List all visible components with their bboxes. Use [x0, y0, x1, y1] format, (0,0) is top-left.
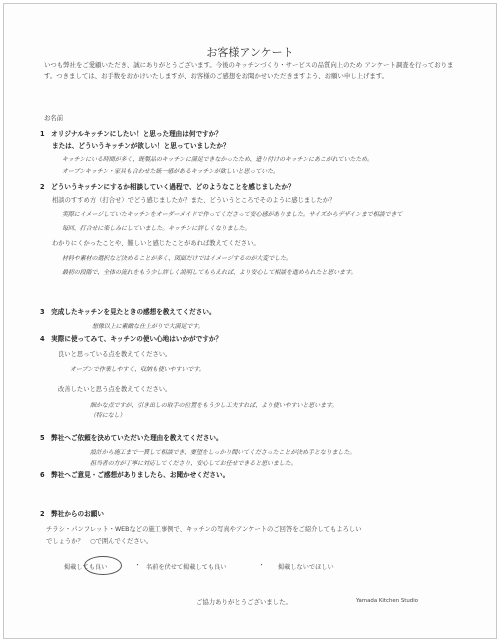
- company-name: Yamada Kitchen Studio: [356, 598, 418, 604]
- question-4-title: 4 実際に使ってみて、キッチンの使い心地はいかがですか？: [40, 335, 223, 343]
- option-do-not-publish[interactable]: 掲載しないでほしい: [278, 564, 334, 571]
- request-text-line-2: でしょうか？ ○で囲んでください。: [46, 538, 153, 545]
- question-5-answer-1: 設計から施工まで一貫して相談でき、要望をしっかり聞いてくださったことが決め手となりました。: [90, 449, 356, 456]
- page-title: お客様アンケート: [206, 46, 294, 59]
- question-1-answer-2: オープンキッチン・家具も合わせた統一感があるキッチンが欲しいと思っていた。: [62, 168, 279, 175]
- section-label: お名前: [44, 114, 64, 122]
- question-4-answer-2: 細かな点ですが、引き出しの取手の位置をもう少し工夫すれば、より使いやすいと思います。: [90, 402, 338, 409]
- question-2-answer-2: 毎回、打合せに楽しみにしていました。キッチンに詳しくなりました。: [62, 225, 251, 232]
- option-separator: ・: [258, 561, 265, 569]
- option-separator: ・: [134, 561, 141, 569]
- question-2-answer-3: 材料や素材の選択など決めることが多く、図面だけではイメージするのが大変でした。: [62, 255, 292, 262]
- question-2-answer-1: 実際にイメージしていたキッチンをオーダーメイドで作ってくださって安心感がありました。サイズからデザインまで相談できて: [62, 211, 403, 218]
- question-4-answer-1: オープンで作業しやすく、収納も使いやすいです。: [70, 366, 205, 373]
- question-4-answer-3: （特になし）: [90, 412, 126, 419]
- question-5-title: 5 弊社へご依頼を決めていただいた理由を教えてください。: [40, 434, 223, 442]
- option-publish-anonymous[interactable]: 名前を伏せて掲載しても良い: [146, 564, 227, 571]
- question-2-sub-1: 相談のすすめ方（打合せ）でどう感じましたか？また、どういうところでそのように感じましたか？: [52, 197, 336, 204]
- question-6-title: 6 弊社へご意見・ご感想がありましたら、お聞かせください。: [40, 471, 230, 479]
- request-text-line-1: チラシ・パンフレット・WEBなどの施工事例で、キッチンの写真やアンケートのご回答をご紹介してもよろしい: [46, 526, 362, 533]
- question-2-answer-4: 最初の段階で、全体の流れをもう少し詳しく説明してもらえれば、より安心して相談を進められたと思います。: [62, 269, 357, 276]
- question-4-sub-1: 良いと思っている点を教えてください。: [58, 351, 172, 358]
- question-2-sub-2: わかりにくかったことや、難しいと感じたことがあれば教えてください。: [52, 240, 260, 247]
- question-1-answer-1: キッチンにいる時間が多く、既製品のキッチンに満足できなかったため、造り付けのキッチンにあこがれていたため。: [62, 156, 373, 163]
- request-section-title: 2 弊社からのお願い: [40, 510, 104, 518]
- intro-text: いつも弊社をご愛顧いただき、誠にありがとうございます。今後のキッチンづくり・サービスの品質向上のため アンケート調査を行っております。つきましては、お手数をおかけいたしますが、お客様のご感想をお聞かせいただきますよう、お願い申し上げます。: [44, 61, 454, 80]
- option-publish-ok[interactable]: 掲載しても良い: [64, 564, 108, 571]
- question-1-title: 1 オリジナルキッチンにしたい！と思った理由は何ですか？: [40, 130, 222, 138]
- question-3-title: 3 完成したキッチンを見たときの感想を教えてください。: [40, 308, 216, 316]
- closing-message: ご協力ありがとうございました。: [196, 598, 292, 606]
- question-2-title: 2 どういうキッチンにするか相談していく過程で、どのようなことを感じましたか？: [40, 183, 295, 191]
- question-5-answer-2: 担当者の方が丁寧に対応してくださり、安心してお任せできると思いました。: [90, 460, 297, 467]
- question-3-answer: 想像以上に素敵な仕上がりで大満足です。: [92, 323, 204, 330]
- question-4-sub-2: 改善したいと思う点を教えてください。: [58, 386, 172, 393]
- question-1-sub: または、どういうキッチンが欲しい！と思っていましたか？: [52, 142, 230, 150]
